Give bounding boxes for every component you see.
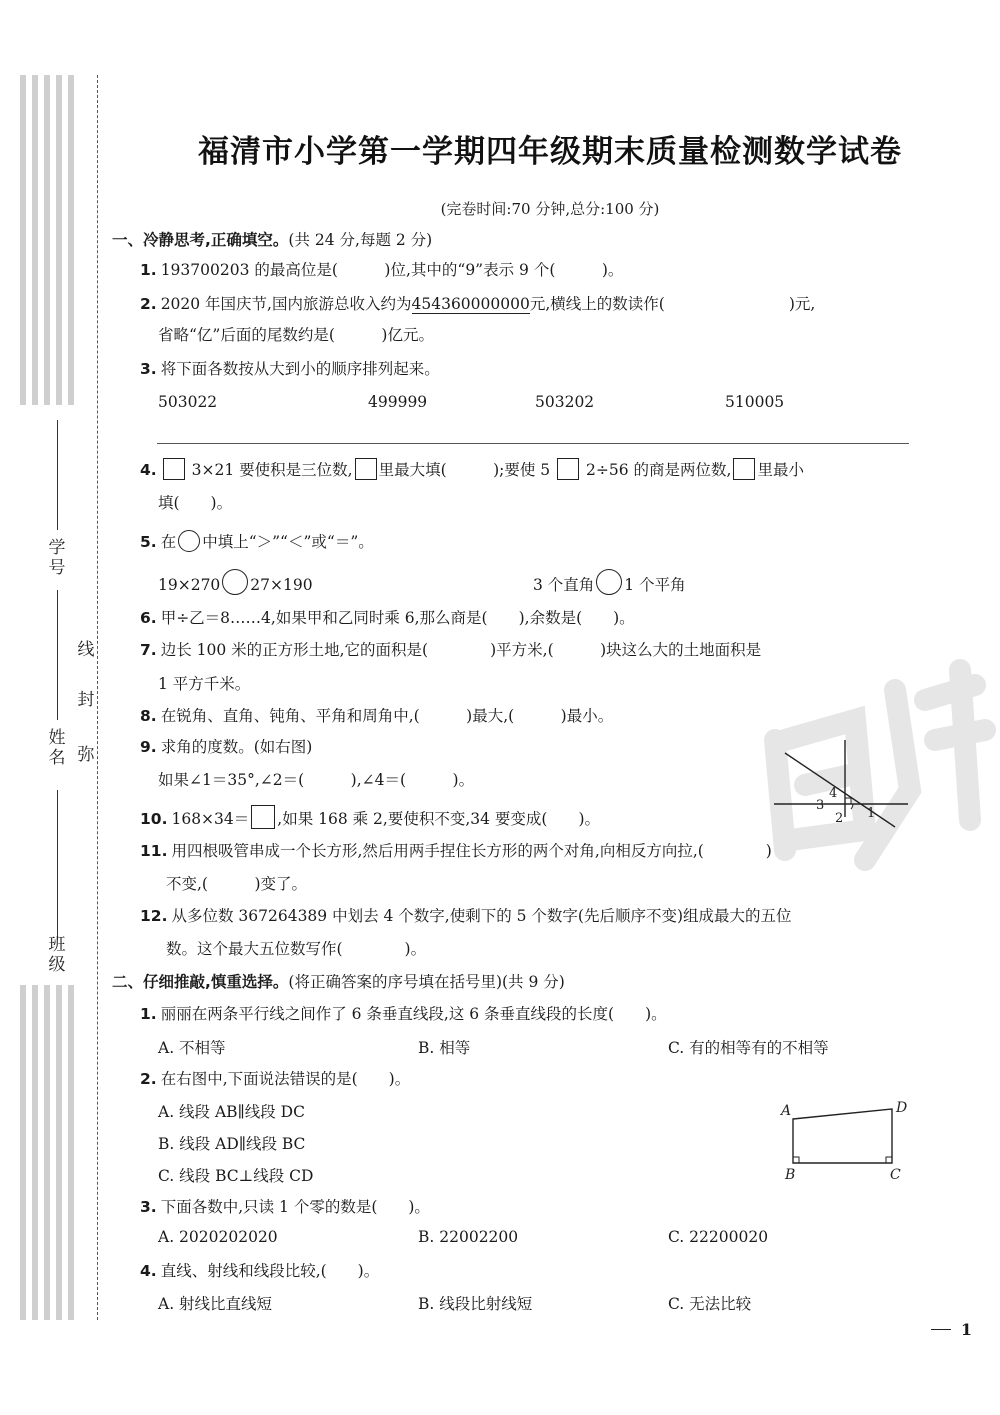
label-mi: 弥 xyxy=(77,745,95,765)
q2-3-option-b[interactable]: B. 22002200 xyxy=(418,1228,519,1246)
q2-4: 4. 直线、射线和线段比较,( )。 xyxy=(140,1262,380,1280)
q2-1-option-b[interactable]: B. 相等 xyxy=(418,1039,471,1057)
label-feng: 封 xyxy=(77,690,95,710)
q1-6: 6. 甲÷乙＝8……4,如果甲和乙同时乘 6,那么商是( ),余数是( )。 xyxy=(140,609,635,627)
underlined-number: 454360000000 xyxy=(411,295,530,313)
q1-9-line2: 如果∠1＝35°,∠2＝( ),∠4＝( )。 xyxy=(158,771,475,789)
exam-title: 福清市小学第一学期四年级期末质量检测数学试卷 xyxy=(198,134,902,170)
gray-stripes-bottom xyxy=(20,985,82,1320)
vertex-c: C xyxy=(890,1167,901,1183)
q1-5: 5. 在 中填上“＞”“＜”或“＝”。 xyxy=(140,530,374,553)
q1-7: 7. 边长 100 米的正方形土地,它的面积是( )平方米,( )块这么大的土地面积是 xyxy=(140,641,762,659)
q2-1-option-a[interactable]: A. 不相等 xyxy=(158,1039,226,1057)
q1-2-line2: 省略“亿”后面的尾数约是( )亿元。 xyxy=(158,326,434,344)
xingming-line-top xyxy=(57,590,58,720)
q1-11-line2: 不变,( )变了。 xyxy=(166,875,308,893)
compare-circle[interactable] xyxy=(222,569,248,595)
q2-4-option-c[interactable]: C. 无法比较 xyxy=(668,1295,752,1313)
angle-label-4: 4 xyxy=(829,786,838,801)
q2-1-option-c[interactable]: C. 有的相等有的不相等 xyxy=(668,1039,829,1057)
angle-label-2: 2 xyxy=(835,811,844,826)
exam-subtitle: (完卷时间:70 分钟,总分:100 分) xyxy=(440,200,660,218)
angle-label-3: 3 xyxy=(816,798,825,813)
section2-title: 二、仔细推敲,慎重选择。 xyxy=(112,973,289,991)
q1-1: 1. 193700203 的最高位是( )位,其中的“9”表示 9 个( )。 xyxy=(140,261,624,279)
compare-circle xyxy=(178,530,200,552)
section1-title: 一、冷静思考,正确填空。 xyxy=(112,231,289,249)
q2-4-option-a[interactable]: A. 射线比直线短 xyxy=(158,1295,273,1313)
q1-3: 3. 将下面各数按从大到小的顺序排列起来。 xyxy=(140,360,440,378)
q1-4-line2: 填( )。 xyxy=(158,494,233,512)
q2-1: 1. 丽丽在两条平行线之间作了 6 条垂直线段,这 6 条垂直线段的长度( )。 xyxy=(140,1005,667,1023)
q2-3-option-c[interactable]: C. 22200020 xyxy=(668,1228,769,1246)
blank-box[interactable] xyxy=(733,458,755,480)
q2-2-option-b[interactable]: B. 线段 AD∥线段 BC xyxy=(158,1135,306,1153)
xuehao-blank xyxy=(57,420,58,530)
number-3: 503202 xyxy=(535,393,595,411)
q1-7-line2: 1 平方千米。 xyxy=(158,675,251,693)
q1-4: 4. 3×21 要使积是三位数, 里最大填( );要使 5 2÷56 的商是两位数, 里最小 xyxy=(140,458,804,481)
blank-box[interactable] xyxy=(251,805,275,829)
section1-note: (共 24 分,每题 2 分) xyxy=(288,231,433,249)
q1-10: 10. 168×34＝ ,如果 168 乘 2,要使积不变,34 要变成( )。 xyxy=(140,805,600,830)
q2-2-option-a[interactable]: A. 线段 AB∥线段 DC xyxy=(158,1103,305,1121)
q2-4-option-b[interactable]: B. 线段比射线短 xyxy=(418,1295,533,1313)
vertex-d: D xyxy=(896,1100,908,1116)
section1-heading xyxy=(112,229,432,251)
label-xingming: 姓名 xyxy=(48,728,66,768)
q1-8: 8. 在锐角、直角、钝角、平角和周角中,( )最大,( )最小。 xyxy=(140,707,614,725)
binding-margin xyxy=(0,0,110,1415)
q1-12: 12. 从多位数 367264389 中划去 4 个数字,使剩下的 5 个数字(先后顺序不变)组成最大的五位 xyxy=(140,907,792,925)
q1-11: 11. 用四根吸管串成一个长方形,然后用两手捏住长方形的两个对角,向相反方向拉,( ) xyxy=(140,842,772,860)
number-2: 499999 xyxy=(368,393,428,411)
page-number: 1 xyxy=(931,1320,972,1339)
vertex-a: A xyxy=(781,1103,792,1119)
label-xuehao: 学号 xyxy=(48,538,66,578)
q2-2-option-c[interactable]: C. 线段 BC⊥线段 CD xyxy=(158,1167,314,1185)
label-xian: 线 xyxy=(77,640,95,660)
q1-12-line2: 数。这个最大五位数写作( )。 xyxy=(166,940,427,958)
answer-line[interactable] xyxy=(157,443,909,444)
number-4: 510005 xyxy=(725,393,785,411)
blank-box[interactable] xyxy=(557,458,579,480)
q1-5-left: 19×270 27×190 xyxy=(158,569,313,596)
blank-box[interactable] xyxy=(355,458,377,480)
trapezoid-figure xyxy=(775,1095,925,1185)
angle-label-1: 1 xyxy=(867,806,876,821)
blank-box[interactable] xyxy=(163,458,185,480)
q1-2: 2. 2020 年国庆节,国内旅游总收入约为454360000000元,横线上的数读作( )元, xyxy=(140,295,816,313)
gray-stripes-top xyxy=(20,75,82,405)
xingming-blank xyxy=(57,790,58,940)
angle-figure xyxy=(760,735,920,835)
compare-circle[interactable] xyxy=(596,569,622,595)
label-banji: 班级 xyxy=(48,935,66,975)
cut-line xyxy=(97,75,98,1320)
q1-9: 9. 求角的度数。(如右图) xyxy=(140,738,313,756)
q1-5-right: 3 个直角 1 个平角 xyxy=(533,569,686,596)
page-dash xyxy=(931,1329,951,1330)
q2-3-option-a[interactable]: A. 2020202020 xyxy=(158,1228,278,1246)
section2-heading xyxy=(112,971,565,993)
q2-3: 3. 下面各数中,只读 1 个零的数是( )。 xyxy=(140,1198,430,1216)
number-1: 503022 xyxy=(158,393,218,411)
q2-2: 2. 在右图中,下面说法错误的是( )。 xyxy=(140,1070,411,1088)
section2-note: (将正确答案的序号填在括号里)(共 9 分) xyxy=(288,973,565,991)
vertex-b: B xyxy=(785,1167,796,1183)
